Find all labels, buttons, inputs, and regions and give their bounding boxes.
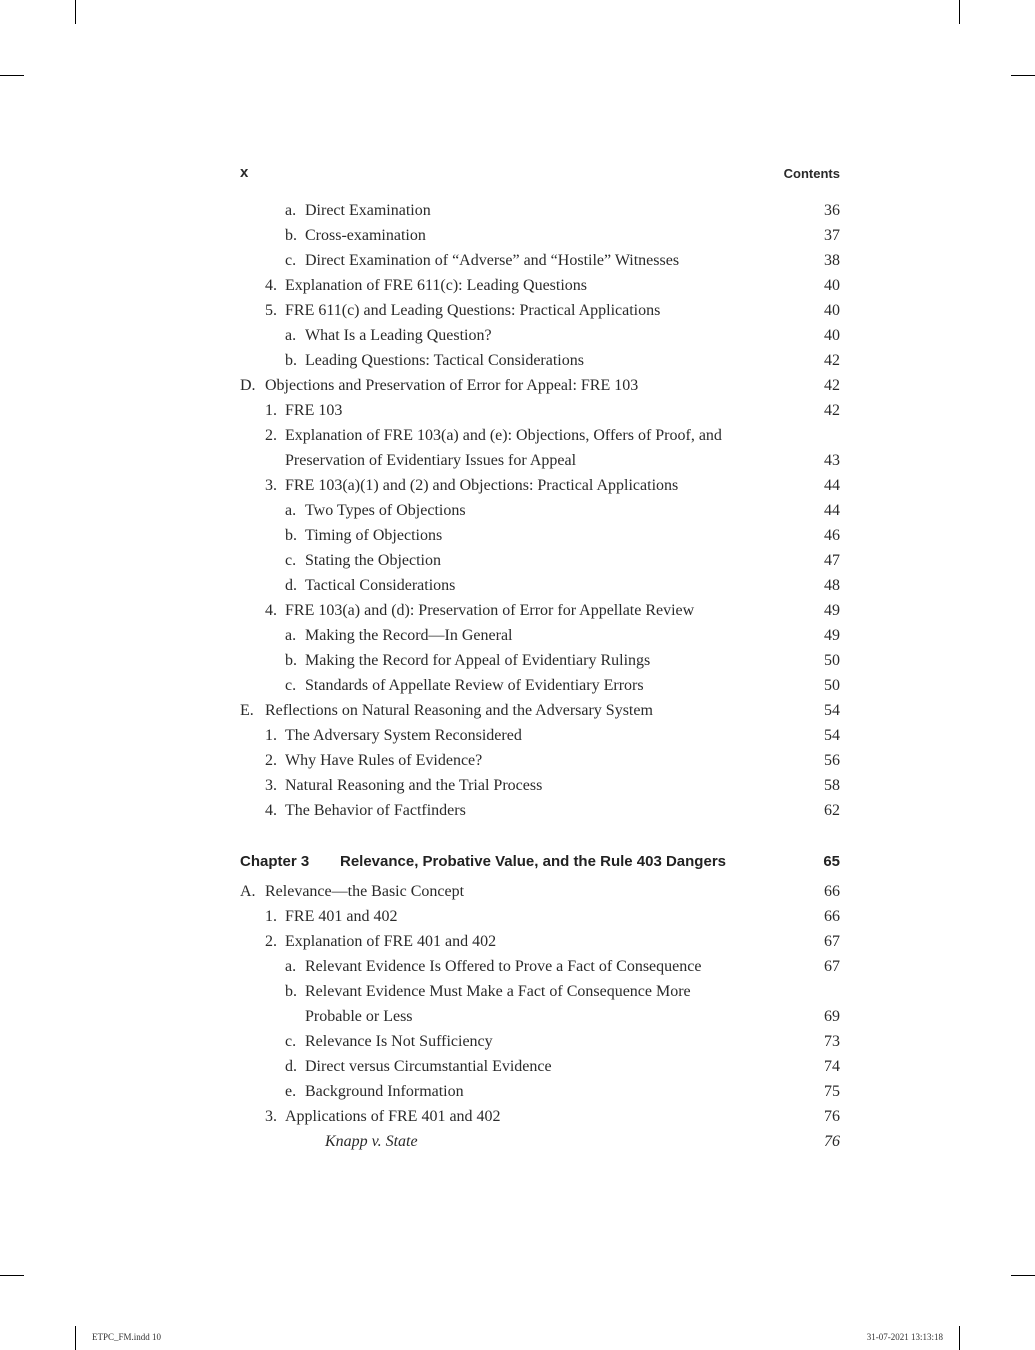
toc-entry-page: 46 bbox=[824, 527, 840, 544]
toc-entry-page: 54 bbox=[824, 702, 840, 719]
toc-entry bbox=[240, 723, 840, 748]
toc-entry bbox=[240, 954, 840, 979]
toc-entry-page: 44 bbox=[824, 502, 840, 519]
chapter-title: Relevance, Probative Value, and the Rule 403 Dangers bbox=[340, 853, 726, 870]
running-head bbox=[240, 164, 840, 184]
toc-entry-title: Explanation of FRE 611(c): Leading Questions bbox=[285, 277, 588, 294]
toc-entry-number: 2. bbox=[265, 752, 277, 769]
toc-entry bbox=[240, 423, 840, 473]
toc-entry-number: 3. bbox=[265, 477, 277, 494]
toc-entry-title: Knapp v. State bbox=[325, 1133, 418, 1150]
toc-entry-page: 42 bbox=[824, 352, 840, 369]
crop-mark bbox=[959, 1326, 960, 1350]
toc-entry-number: 1. bbox=[265, 727, 277, 744]
toc-entry bbox=[240, 573, 840, 598]
toc-entry-page: 49 bbox=[824, 602, 840, 619]
toc-entry-title: FRE 401 and 402 bbox=[285, 908, 398, 925]
toc-entry bbox=[240, 698, 840, 723]
toc-entry-title: Two Types of Objections bbox=[305, 502, 466, 519]
toc-entry-number: 1. bbox=[265, 402, 277, 419]
toc-entry-page: 50 bbox=[824, 652, 840, 669]
toc-entry-number: b. bbox=[285, 983, 297, 1000]
toc-entry-number: 1. bbox=[265, 908, 277, 925]
toc-entry-page: 69 bbox=[824, 1008, 840, 1025]
toc-entry bbox=[240, 748, 840, 773]
toc-entry-title: FRE 103 bbox=[285, 402, 343, 419]
toc-entry-number: a. bbox=[285, 202, 297, 219]
toc-entry-page: 50 bbox=[824, 677, 840, 694]
toc-entry-title: Timing of Objections bbox=[305, 527, 443, 544]
toc-entry-title: FRE 103(a) and (d): Preservation of Error for Appellate Review bbox=[285, 602, 695, 619]
toc-entry-page: 54 bbox=[824, 727, 840, 744]
toc-entry-title: FRE 611(c) and Leading Questions: Practical Applications bbox=[285, 302, 661, 319]
crop-mark bbox=[1011, 75, 1035, 76]
toc-entry-page: 76 bbox=[824, 1108, 840, 1125]
toc-entry-number: e. bbox=[285, 1083, 297, 1100]
table-of-contents bbox=[240, 198, 840, 1154]
toc-entry-number: 4. bbox=[265, 277, 277, 294]
toc-entry-number: a. bbox=[285, 627, 297, 644]
toc-entry-number: 5. bbox=[265, 302, 277, 319]
toc-entry bbox=[240, 904, 840, 929]
chapter-page: 65 bbox=[823, 853, 840, 870]
spacer bbox=[240, 823, 840, 845]
toc-entry-page: 58 bbox=[824, 777, 840, 794]
toc-entry-page: 73 bbox=[824, 1033, 840, 1050]
toc-entry-number: 3. bbox=[265, 777, 277, 794]
toc-entry bbox=[240, 223, 840, 248]
toc-entry bbox=[240, 548, 840, 573]
toc-entry-page: 44 bbox=[824, 477, 840, 494]
chapter-heading bbox=[240, 845, 840, 879]
toc-entry-number: 4. bbox=[265, 602, 277, 619]
toc-entry-page: 66 bbox=[824, 908, 840, 925]
toc-entry bbox=[240, 798, 840, 823]
toc-entry-number: c. bbox=[285, 677, 297, 694]
toc-entry-number: D. bbox=[240, 377, 256, 394]
toc-entry-number: b. bbox=[285, 227, 297, 244]
toc-entry-page: 43 bbox=[824, 452, 840, 469]
chapter-label: Chapter 3 bbox=[240, 853, 310, 870]
toc-entry-number: b. bbox=[285, 527, 297, 544]
toc-entry-title: Standards of Appellate Review of Evidentiary Errors bbox=[305, 677, 644, 694]
toc-entry-number: a. bbox=[285, 958, 297, 975]
toc-entry-title: Direct Examination bbox=[305, 202, 431, 219]
toc-entry-title: Natural Reasoning and the Trial Process bbox=[285, 777, 543, 794]
toc-entry-number: a. bbox=[285, 327, 297, 344]
toc-entry-title: Direct versus Circumstantial Evidence bbox=[305, 1058, 552, 1075]
toc-entry-title: The Behavior of Factfinders bbox=[285, 802, 466, 819]
toc-entry-title: Relevance—the Basic Concept bbox=[265, 883, 465, 900]
toc-entry-number: 4. bbox=[265, 802, 277, 819]
toc-entry-title: Explanation of FRE 103(a) and (e): Objections, Offers of Proof, and Preservation of Evidentiary Issues for Appeal bbox=[285, 427, 722, 469]
toc-entry-number: 2. bbox=[265, 933, 277, 950]
toc-entry-title: Relevant Evidence Is Offered to Prove a Fact of Consequence bbox=[305, 958, 702, 975]
toc-entry bbox=[240, 879, 840, 904]
toc-entry bbox=[240, 248, 840, 273]
toc-entry bbox=[240, 323, 840, 348]
toc-entry-title: Making the Record—In General bbox=[305, 627, 513, 644]
toc-entry-number: c. bbox=[285, 552, 297, 569]
toc-entry bbox=[240, 298, 840, 323]
toc-entry bbox=[240, 273, 840, 298]
toc-entry-number: c. bbox=[285, 1033, 297, 1050]
toc-entry bbox=[240, 773, 840, 798]
toc-entry bbox=[240, 1104, 840, 1129]
toc-entry bbox=[240, 673, 840, 698]
toc-entry-page: 49 bbox=[824, 627, 840, 644]
toc-entry-title: What Is a Leading Question? bbox=[305, 327, 492, 344]
toc-entry bbox=[240, 348, 840, 373]
toc-entry-number: b. bbox=[285, 652, 297, 669]
toc-case-entry bbox=[240, 1129, 840, 1154]
toc-entry-number: E. bbox=[240, 702, 254, 719]
toc-entry-title: Cross-examination bbox=[305, 227, 426, 244]
crop-mark bbox=[75, 1326, 76, 1350]
toc-entry-page: 40 bbox=[824, 302, 840, 319]
toc-entry bbox=[240, 398, 840, 423]
toc-entry-page: 76 bbox=[824, 1133, 840, 1150]
toc-entry-number: 3. bbox=[265, 1108, 277, 1125]
toc-entry bbox=[240, 523, 840, 548]
crop-mark bbox=[0, 1275, 24, 1276]
toc-entry-page: 56 bbox=[824, 752, 840, 769]
slug-filename: ETPC_FM.indd 10 bbox=[92, 1332, 162, 1342]
toc-entry-title: Explanation of FRE 401 and 402 bbox=[285, 933, 497, 950]
toc-section-before bbox=[240, 198, 840, 823]
toc-entry-title: Relevant Evidence Must Make a Fact of Consequence More Probable or Less bbox=[305, 983, 691, 1025]
toc-entry bbox=[240, 473, 840, 498]
toc-entry-title: Applications of FRE 401 and 402 bbox=[285, 1108, 501, 1125]
toc-entry-number: c. bbox=[285, 252, 297, 269]
toc-entry-title: Direct Examination of “Adverse” and “Hostile” Witnesses bbox=[305, 252, 680, 269]
toc-entry-title: Background Information bbox=[305, 1083, 464, 1100]
toc-entry-page: 42 bbox=[824, 402, 840, 419]
page-folio: x bbox=[240, 164, 249, 181]
toc-entry-page: 67 bbox=[824, 933, 840, 950]
toc-entry bbox=[240, 623, 840, 648]
crop-mark bbox=[959, 0, 960, 24]
toc-entry-title: Stating the Objection bbox=[305, 552, 441, 569]
running-head-title: Contents bbox=[783, 166, 840, 181]
toc-entry-page: 37 bbox=[824, 227, 840, 244]
toc-entry-page: 40 bbox=[824, 277, 840, 294]
toc-entry-page: 42 bbox=[824, 377, 840, 394]
toc-entry-number: A. bbox=[240, 883, 256, 900]
toc-entry-number: 2. bbox=[265, 427, 277, 444]
toc-entry-number: d. bbox=[285, 1058, 297, 1075]
toc-entry-number: a. bbox=[285, 502, 297, 519]
toc-entry bbox=[240, 598, 840, 623]
toc-entry-page: 67 bbox=[824, 958, 840, 975]
slug-timestamp: 31-07-2021 13:13:18 bbox=[866, 1332, 943, 1342]
toc-entry-title: Objections and Preservation of Error for Appeal: FRE 103 bbox=[265, 377, 639, 394]
crop-mark bbox=[75, 0, 76, 24]
toc-entry-title: Why Have Rules of Evidence? bbox=[285, 752, 483, 769]
toc-entry-title: The Adversary System Reconsidered bbox=[285, 727, 522, 744]
toc-entry-page: 75 bbox=[824, 1083, 840, 1100]
toc-entry bbox=[240, 1054, 840, 1079]
toc-entry bbox=[240, 198, 840, 223]
toc-entry-title: Leading Questions: Tactical Considerations bbox=[305, 352, 584, 369]
toc-entry-page: 36 bbox=[824, 202, 840, 219]
toc-entry-page: 40 bbox=[824, 327, 840, 344]
toc-entry-title: Relevance Is Not Sufficiency bbox=[305, 1033, 493, 1050]
toc-entry bbox=[240, 979, 840, 1029]
toc-entry-title: Reflections on Natural Reasoning and the Adversary System bbox=[265, 702, 653, 719]
toc-entry-page: 62 bbox=[824, 802, 840, 819]
toc-entry-page: 47 bbox=[824, 552, 840, 569]
toc-section-after bbox=[240, 879, 840, 1154]
toc-entry bbox=[240, 1029, 840, 1054]
toc-entry-title: Tactical Considerations bbox=[305, 577, 456, 594]
toc-entry bbox=[240, 929, 840, 954]
toc-entry-title: FRE 103(a)(1) and (2) and Objections: Practical Applications bbox=[285, 477, 679, 494]
toc-entry-page: 74 bbox=[824, 1058, 840, 1075]
toc-entry-page: 66 bbox=[824, 883, 840, 900]
crop-mark bbox=[1011, 1275, 1035, 1276]
toc-entry bbox=[240, 373, 840, 398]
toc-entry-number: b. bbox=[285, 352, 297, 369]
toc-entry-page: 48 bbox=[824, 577, 840, 594]
toc-entry bbox=[240, 498, 840, 523]
toc-entry-page: 38 bbox=[824, 252, 840, 269]
toc-entry-title: Making the Record for Appeal of Evidentiary Rulings bbox=[305, 652, 651, 669]
toc-entry bbox=[240, 648, 840, 673]
toc-entry bbox=[240, 1079, 840, 1104]
crop-mark bbox=[0, 75, 24, 76]
toc-entry-number: d. bbox=[285, 577, 297, 594]
